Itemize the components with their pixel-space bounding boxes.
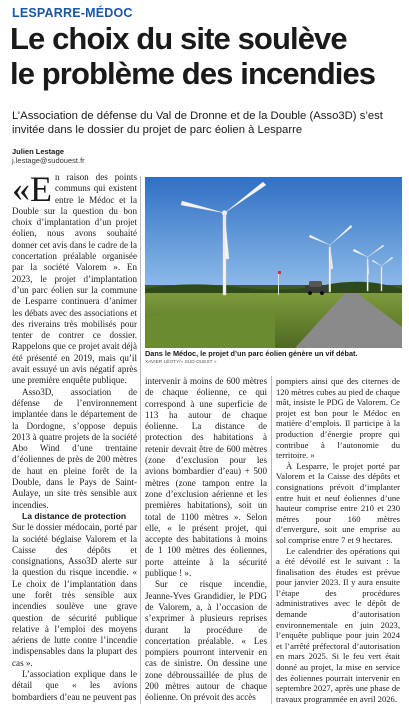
wind-turbine-illustration bbox=[145, 177, 402, 348]
photo-caption: Dans le Médoc, le projet d’un parc éolien génère un vif débat. bbox=[145, 349, 358, 358]
article-column-1 bbox=[12, 169, 137, 703]
article-paragraph: Sur ce risque incendie, Jeanne-Yves Grandidier, le PDG de Valorem, a, à l’occasion de s’exprimer à plusieurs reprises durant la procédure de concertation préalable. « Les pompiers pourront intervenir en cas de sinistre. On dessine une zone débroussaillée de plus de 200 mètres autour de chaque éolienne. On prévoit des accès bbox=[145, 579, 267, 703]
byline-author: Julien Lestage bbox=[12, 147, 65, 156]
article-subhead: La distance de protection bbox=[22, 510, 127, 521]
section-kicker: LESPARRE-MÉDOC bbox=[12, 6, 133, 20]
article-column-3 bbox=[276, 376, 400, 704]
article-paragraph: Sur le dossier médocain, porté par la société béglaise Valorem et la Caisse des dépôts et consignations, Asso3D alerte sur la question du risque incendie. « Le choix de l’implantation dans une forêt très sensible aux incendies soulève une grave question de sécurité publique relative à l’emploi des moyens aériens de lutte contre l’incendie indispensables dans la plupart des cas ». bbox=[12, 522, 137, 668]
headline-line-2: le problème des incendies bbox=[10, 56, 376, 91]
article-column-2 bbox=[145, 376, 267, 704]
column-divider bbox=[271, 376, 272, 704]
article-paragraph: À Lesparre, le projet porté par Valorem et la Caisse des dépôts et consignations prévoit d’implanter entre huit et neuf éoliennes d’une hauteur comprise entre 210 et 230 mètres pour 160 mètres d’envergure, soit une emprise au sol comprise entre 7 et 9 hectares. bbox=[276, 460, 400, 545]
article-paragraph-text: n raison des points communs qui existent entre le Médoc et la Double sur la question du bon choix d’implantation d’un projet éolien, nous avons souhaité donner cet avis dans le cadre de la concertation préalable organisée par la société Valorem ». En 2023, le projet d’implantation d’un parc éolien sur la commune de Lesparre continuera d’animer les débats avec des associations et des riverains très mobilisés pour tenter de contrer ce dossier. Rappelons que ce projet avait déjà été présenté en 2019, mais qu’il avait essuyé un avis négatif après une première enquête publique. bbox=[12, 172, 137, 386]
article-paragraph-continued: intervenir à moins de 600 mètres de chaque éolienne, ce qui correspond à une superficie de 113 ha autour de chaque éolienne. La distance de protection des habitations à retenir devrait être de 600 mètres (zone d’exclusion pour les avions bombardier d’eau) + 500 mètres (zone tampon entre la zone d’exclusion aérienne et les premières habitations), soit un total de 1100 mètres ». Selon elle, « le présent projet, qui accepte des habitations à moins de 1 100 mètres des éoliennes, porte atteinte à la sécurité publique ! ». bbox=[145, 376, 267, 579]
headline-line-1: Le choix du site soulève bbox=[10, 21, 347, 56]
photo-credit: XAVIER LÉOTY/« SUD OUEST » bbox=[145, 360, 217, 365]
article-paragraph: Le calendrier des opérations qui a été dévoilé est le suivant : la finalisation des études est prévue pour janvier 2023. Il y aura ensuite l’étape des procédures administratives avec le dépôt de demande d’autorisation environnementale en juin 2023, l’enquête publique pour juin 2024 et l’arrêté préfectoral d’autorisation en mars 2025. Si le feu vert était donné au projet, la mise en service des éoliennes pourrait intervenir en septembre 2027, après une phase de travaux programmée en avril 2026. bbox=[276, 545, 400, 704]
column-divider bbox=[140, 176, 141, 704]
article-paragraph-continued: pompiers ainsi que des citernes de 120 mètres cubes au pied de chaque mât, insiste le PDG de Valorem. Ce projet est bon pour le Médoc en matière d’emplois. Il participe à la production d’énergie propre qui contribue à l’autonomie du territoire. » bbox=[276, 376, 400, 461]
article-paragraph: L’association explique dans le détail que « les avions bombardiers d’eau ne peuvent pas bbox=[12, 669, 137, 702]
byline-email[interactable]: j.lestage@sudouest.fr bbox=[12, 156, 85, 165]
standfirst: L’Association de défense du Val de Dronne et de la Double (Asso3D) s’est invitée dans le dossier du projet de parc éolien à Lesparre bbox=[12, 110, 383, 136]
drop-cap: «E bbox=[12, 169, 52, 209]
article-paragraph bbox=[12, 169, 137, 387]
wind-farm-photo bbox=[145, 177, 402, 348]
headline bbox=[10, 21, 402, 91]
article-paragraph: Asso3D, association de défense de l’environnement implantée dans le département de la Dordogne, s’oppose depuis 2013 à quatre projets de la société Abo Wind d’une trentaine d’éoliennes de près de 200 mètres de haut en pleine forêt de la Double, dans le Pays de Saint-Aulaye, un site très sensible aux incendies. bbox=[12, 386, 137, 510]
